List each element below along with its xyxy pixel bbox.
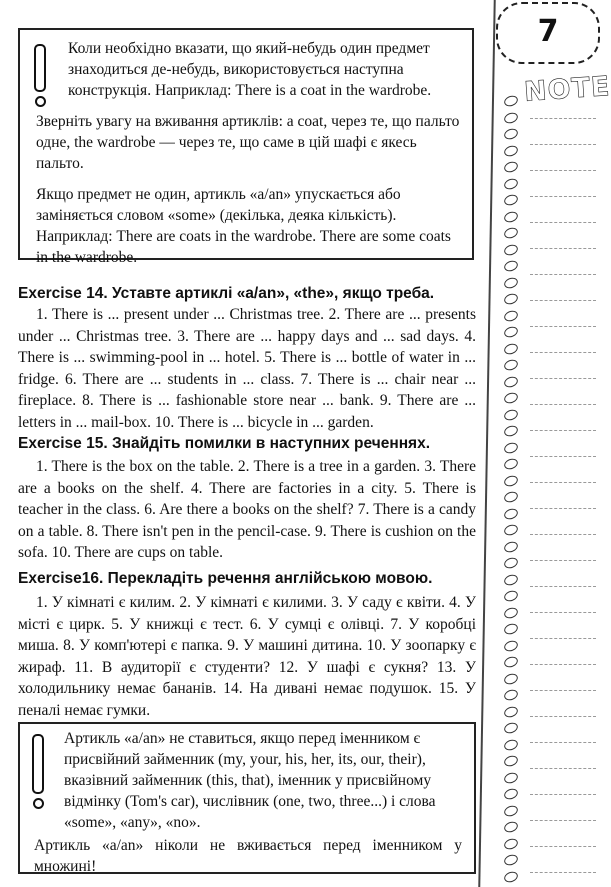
exercise-15-title: Exercise 15. Знайдіть помилки в наступних реченнях.: [18, 435, 431, 452]
note-line: [530, 482, 596, 483]
page-number-badge: [496, 2, 600, 64]
exercise-14-body: [18, 304, 476, 433]
note-line: [530, 170, 596, 171]
rule2-paragraph-1: Артикль «a/an» не ставиться, якщо перед іменником є присвійний займенник (my, your, his, her, its, our, their), вказівний займенник (this, that), іменник у присвійному відмінку (Tom's car), числівник (one, two, three...) і слова «some», «any», «no».: [64, 730, 436, 831]
note-line: [530, 430, 596, 431]
rule-box-there-is: [18, 28, 474, 266]
note-line: [530, 846, 596, 847]
note-line: [530, 352, 596, 353]
spiral-binding: [478, 0, 525, 887]
note-line: [530, 534, 596, 535]
note-line: [530, 456, 596, 457]
note-line: [530, 586, 596, 587]
note-line: [530, 144, 596, 145]
exercise-15-body: [18, 456, 476, 564]
note-line: [530, 664, 596, 665]
page-number: 7: [537, 14, 559, 49]
note-line: [530, 300, 596, 301]
rule1-paragraph-3: Якщо предмет не один, артикль «a/an» упускається або заміняється словом «some» (декілька, деяка кількість). Наприклад: There are coats in the wardrobe. There are some coats in the wardrobe.: [36, 186, 451, 266]
note-line: [530, 118, 596, 119]
note-line: [530, 742, 596, 743]
note-line: [530, 820, 596, 821]
exercise-14-title: Exercise 14. Уставте артиклі «a/an», «the», якщо треба.: [18, 285, 435, 302]
note-line: [530, 794, 596, 795]
exercise-14-text: 1. There is ... present under ... Christmas tree. 2. There are ... presents under ... Christmas tree. 3. There are ... happy days and ... sad days. 4. There is ... swimming-pool in ... hotel. 5. There is ... bottle of water in ... fridge. 6. There are ... students in ... class. 7. There is ... chair near ... fireplace. 8. There is ... fashionable store near ... bank. 9. There are ... letters in ... mail-box. 10. There is ... bicycle in ... garden.: [18, 306, 476, 431]
note-line: [530, 378, 596, 379]
exercise-16-body: [18, 592, 476, 721]
note-line: [530, 872, 596, 873]
note-line: [530, 690, 596, 691]
note-line: [530, 222, 596, 223]
note-line: [530, 768, 596, 769]
exercise-15-text: 1. There is the box on the table. 2. There is a tree in a garden. 3. There are a books on the shelf. 4. There are factories in a city. 5. There is teacher in the class. 6. Are there a books on the shelf? 7. There is a candy on a table. 8. There isn't pen in the pencil-case. 9. There is cushion on the sofa. 10. There are cups on table.: [18, 458, 476, 561]
notes-label: NOTE: [523, 71, 611, 108]
note-line: [530, 716, 596, 717]
rule-box-article-usage: [18, 722, 476, 874]
rule2-paragraph-2: Артикль «a/an» ніколи не вживається перед іменником у множині!: [34, 837, 462, 875]
note-line: [530, 404, 596, 405]
exercise-16-title: Exercise16. Перекладіть речення англійською мовою.: [18, 570, 433, 587]
rule1-paragraph-1: Коли необхідно вказати, що який-небудь один предмет знаходиться де-небудь, використовується наступна конструкція. Наприклад: There is a coat in the wardrobe.: [68, 40, 432, 99]
note-line: [530, 326, 596, 327]
note-line: [530, 248, 596, 249]
note-line: [530, 638, 596, 639]
note-line: [530, 196, 596, 197]
exercise-16-text: 1. У кімнаті є килим. 2. У кімнаті є килими. 3. У саду є квіти. 4. У місті є цирк. 5. У книжці є тест. 6. У сумці є олівці. 7. У коробці миша. 8. У комп'ютері є папка. 9. У машині дитина. 10. У зоопарку є жираф. 11. В аудиторії є студенти? 12. У шафі є сукня? 13. У холодильнику немає бананів. 14. На дивані немає подушок. 15. У пеналі немає гумки.: [18, 594, 476, 719]
note-line: [530, 612, 596, 613]
note-line: [530, 508, 596, 509]
rule1-paragraph-2: Зверніть увагу на вживання артиклів: a coat, через те, що пальто одне, the wardrobe — через те, що саме в цій шафі є якесь пальто.: [36, 113, 460, 172]
note-line: [530, 560, 596, 561]
note-line: [530, 274, 596, 275]
